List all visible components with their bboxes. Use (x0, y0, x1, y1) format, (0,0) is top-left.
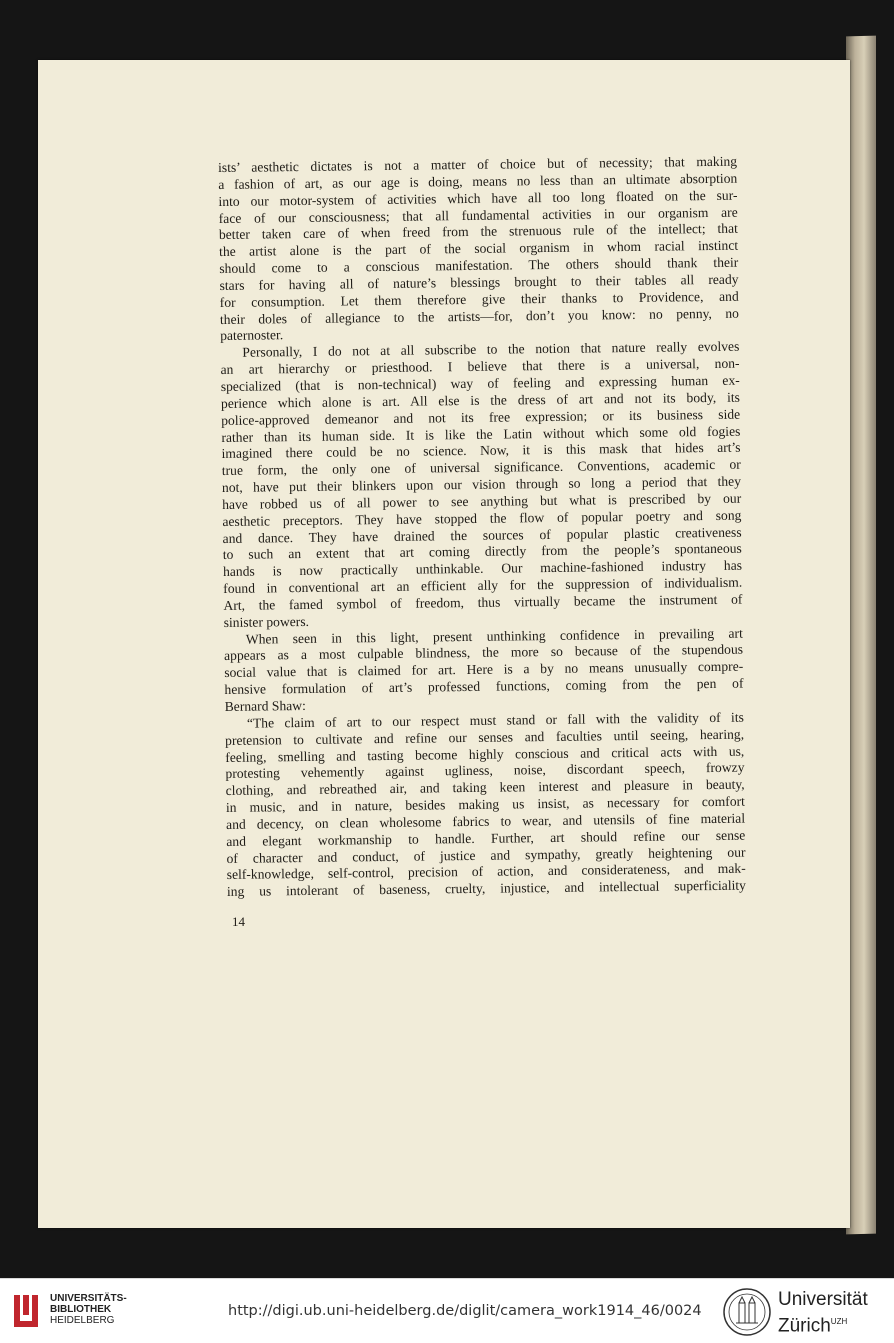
text-line: feeling, smelling and tasting become highly conscious and critical acts with us, (225, 743, 745, 765)
text-line: “The claim of art to our respect must stand or fall with the validity of its (246, 709, 744, 731)
uzh-name-line2: Zürich (778, 1315, 831, 1337)
text-line: perience which alone is art. All else is the dress of art and not its body, its (220, 389, 741, 411)
text-line: their doles of allegiance to the artists—for, don’t you know: no penny, no (219, 305, 739, 327)
text-line: social value that is claimed for art. Here is a by no means unusually compre- (224, 658, 744, 681)
text-line: Bernard Shaw: (224, 697, 306, 714)
uzh-name (778, 1289, 868, 1337)
text-line: better taken care of when freed from the strenuous rule of the intellect; that (218, 221, 738, 243)
library-name-line2: BIBLIOTHEK (50, 1304, 112, 1315)
text-line: When seen in this light, present unthinking confidence in prevailing art (245, 625, 743, 647)
text-line: true form, the only one of universal significance. Conventions, academic or (221, 456, 741, 479)
source-url[interactable]: http://digi.ub.uni-heidelberg.de/diglit/camera_work1914_46/0024 (228, 1303, 702, 1319)
text-line: a fashion of art, as our age is doing, means no less than an ultimate absorption (218, 170, 738, 192)
text-line: clothing, and rebreathed air, and taking keen interest and pleasure in beauty, (225, 776, 745, 799)
text-line: into our motor-system of activities which have all too long floated on the sur- (218, 187, 738, 209)
text-line: an art hierarchy or priesthood. I believe that there is a universal, non- (220, 355, 740, 378)
library-name-line1: UNIVERSITÄTS- (50, 1293, 127, 1304)
library-name (50, 1293, 127, 1326)
body-text (218, 154, 746, 901)
text-line: imagined there could be no science. Now, it is this mask that hides art’s (221, 439, 741, 462)
text-line: hensive formulation of art’s professed functions, coming from the pen of (224, 675, 744, 698)
footer-bar (0, 1278, 894, 1343)
text-line: ing us intolerant of baseness, cruelty, injustice, and intellectual superficiality (226, 877, 746, 900)
text-line: and dance. They have drained the sources of popular plastic creativeness (222, 524, 742, 546)
uzh-name-line1: Universität (778, 1289, 868, 1310)
text-line: not, have put their blinkers upon our vision through so long a period that they (221, 473, 742, 496)
text-line: in music, and in nature, besides making us insist, as necessary for comfort (225, 793, 745, 816)
text-line: Personally, I do not at all subscribe to the notion that nature really evolves (242, 338, 740, 360)
book-page (38, 60, 850, 1228)
text-line: paternoster. (220, 327, 284, 344)
text-line: and decency, on clean wholesome fabrics to wear, and utensils of fine material (226, 810, 746, 832)
text-line: for consumption. Let them therefore give their thanks to Providence, and (219, 288, 739, 310)
text-line: police-approved demeanor and not its free expression; or its business side (221, 406, 741, 428)
text-line: face of our consciousness; that all fundamental activities in our organism are (218, 204, 738, 226)
text-line: the artist alone is the part of the social organism in whom racial instinct (219, 237, 739, 260)
text-line: aesthetic preceptors. They have stopped the flow of popular poetry and song (222, 507, 742, 529)
text-line: protesting vehemently against ugliness, noise, discordant speech, frowzy (225, 759, 745, 782)
text-line: hands is now practically unthinkable. Our machine-fashioned industry has (222, 557, 743, 580)
text-line: and elegant workmanship to handle. Further, art should refine our sense (226, 827, 746, 849)
ub-heidelberg-logo-icon (10, 1291, 42, 1331)
text-line: specialized (that is non-technical) way of feeling and expressing human ex- (220, 372, 740, 394)
text-line: of character and conduct, of justice and sympathy, greatly heightening our (226, 844, 746, 866)
uzh-name-line2-wrap (778, 1311, 868, 1337)
uzh-superscript: UZH (830, 1317, 848, 1326)
page-edge (846, 36, 876, 1235)
text-line: should come to a conscious manifestation. The others should thank their (219, 254, 739, 277)
text-line: stars for having all of nature’s blessings brought to their tables all ready (219, 271, 739, 293)
text-line: found in conventional art an efficient ally for the suppression of individualism. (223, 574, 743, 597)
text-line: Art, the famed symbol of freedom, thus virtually became the instrument of (223, 591, 743, 613)
text-line: rather than its human side. It is like the Latin without which some old fogies (221, 423, 741, 445)
text-line: pretension to cultivate and refine our senses and faculties until seeing, hearing, (224, 726, 745, 748)
page-number: 14 (232, 914, 245, 929)
text-line: sinister powers. (223, 613, 310, 630)
uzh-seal-icon (722, 1287, 772, 1337)
text-line: appears as a most culpable blindness, the more so because of the stupendous (223, 642, 744, 664)
text-line: ists’ aesthetic dictates is not a matter of choice but of necessity; that making (218, 153, 738, 175)
library-name-line3: HEIDELBERG (50, 1315, 115, 1326)
text-line: have robbed us of all power to see anything but what is prescribed by our (222, 490, 742, 512)
text-line: self-knowledge, self-control, precision of action, and considerateness, and mak- (226, 861, 746, 883)
text-line: to such an extent that art coming directly from the people’s spontaneous (222, 541, 742, 563)
